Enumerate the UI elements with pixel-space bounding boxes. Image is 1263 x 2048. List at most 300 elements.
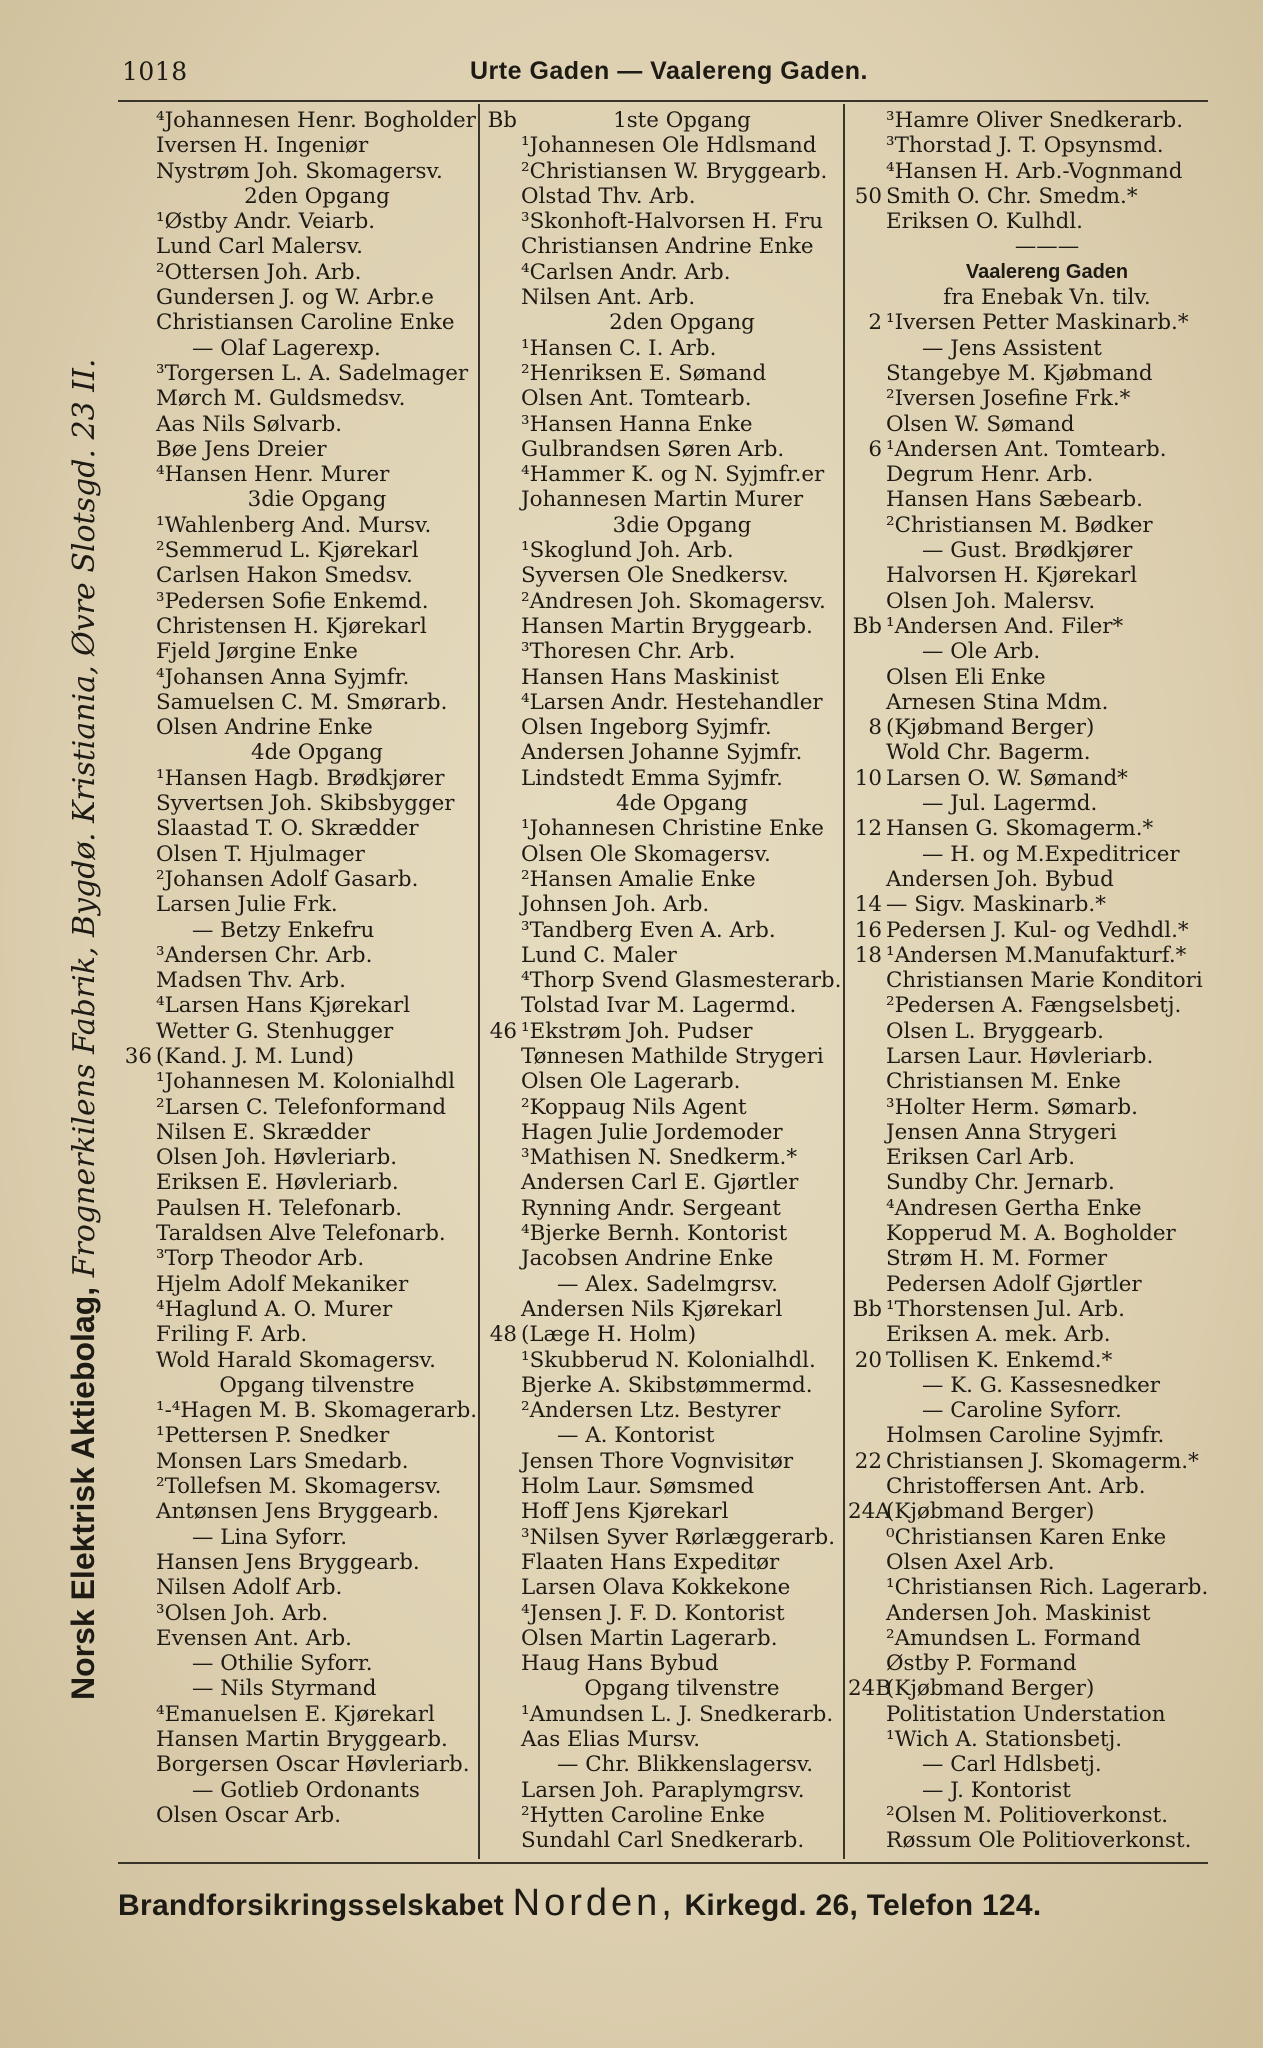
entry-text: ²Christiansen M. Bødker <box>886 512 1153 538</box>
directory-entry <box>118 1348 478 1373</box>
entry-text: Antønsen Jens Bryggearb. <box>156 1499 440 1525</box>
entry-text: Opgang tilvenstre <box>219 1372 415 1398</box>
entry-text: ²Henriksen E. Sømand <box>521 360 767 386</box>
directory-entry <box>848 1752 1208 1777</box>
running-title: Urte Gaden — Vaalereng Gaden. <box>470 57 868 85</box>
entry-text: — Alex. Sadelmgrsv. <box>557 1271 778 1297</box>
entry-text: Rynning Andr. Sergeant <box>521 1195 781 1221</box>
entry-text: ¹Amundsen L. J. Snedkerarb. <box>521 1701 834 1727</box>
directory-entry <box>118 867 478 892</box>
entry-text: Jensen Anna Strygeri <box>886 1119 1117 1145</box>
entry-text: Jensen Thore Vognvisitør <box>521 1448 794 1474</box>
house-number: 46 <box>489 1018 517 1044</box>
directory-entry <box>483 1803 843 1828</box>
entry-text: Aas Nils Sølvarb. <box>156 411 343 437</box>
entry-text: — Nils Styrmand <box>192 1676 377 1702</box>
entry-text: Olsen W. Sømand <box>886 411 1075 437</box>
directory-entry <box>848 1828 1208 1853</box>
directory-entry <box>848 462 1208 487</box>
directory-entry <box>483 639 843 664</box>
entry-text: Tollisen K. Enkemd.* <box>886 1347 1113 1373</box>
directory-entry <box>848 766 1208 791</box>
directory-entry <box>483 336 843 361</box>
directory-entry <box>848 513 1208 538</box>
directory-entry <box>848 1044 1208 1069</box>
page-number: 1018 <box>122 57 188 86</box>
directory-entry <box>118 234 478 259</box>
entry-text: ²Hytten Caroline Enke <box>521 1802 765 1828</box>
column-divider-1 <box>478 104 480 1859</box>
entry-text: ²Iversen Josefine Frk.* <box>886 386 1131 412</box>
entry-text: Friling F. Arb. <box>156 1322 308 1348</box>
entry-text: Holmsen Caroline Syjmfr. <box>886 1423 1165 1449</box>
page-header <box>0 55 1263 95</box>
directory-entry <box>118 1196 478 1221</box>
entry-text: ¹Wich A. Stationsbetj. <box>886 1727 1123 1752</box>
entry-text: Politistation Understation <box>886 1701 1166 1727</box>
directory-entry <box>118 1525 478 1550</box>
house-number: 22 <box>854 1448 882 1474</box>
directory-entry <box>483 108 843 133</box>
entry-text: Wetter G. Stenhugger <box>156 1018 394 1044</box>
directory-entry <box>483 513 843 538</box>
directory-entry <box>848 968 1208 993</box>
directory-entry <box>848 1499 1208 1524</box>
entry-text: ¹-⁴Hagen M. B. Skomagerarb. <box>156 1398 478 1424</box>
entry-text: Andersen Johanne Syjmfr. <box>521 740 803 766</box>
directory-entry <box>848 260 1208 285</box>
directory-entry <box>483 1272 843 1297</box>
directory-entry <box>483 133 843 158</box>
entry-text: ⁴Thorp Svend Glasmesterarb. <box>521 968 842 994</box>
entry-text: Johannesen Martin Murer <box>521 487 804 513</box>
entry-text: Sundahl Carl Snedkerarb. <box>521 1828 805 1854</box>
house-number: Bb <box>487 108 517 133</box>
directory-entry <box>118 1322 478 1347</box>
entry-text: Larsen Olava Kokkekone <box>521 1575 791 1601</box>
entry-text: Haug Hans Bybud <box>521 1651 719 1677</box>
directory-entry <box>848 563 1208 588</box>
entry-text: Carlsen Hakon Smedsv. <box>156 563 413 589</box>
entry-text: ¹Andersen M.Manufakturf.* <box>886 942 1187 968</box>
entry-text: Syversen Ole Snedkersv. <box>521 563 789 589</box>
directory-entry <box>483 1499 843 1524</box>
entry-text: Aas Elias Mursv. <box>521 1727 701 1752</box>
entry-text: — Othilie Syforr. <box>192 1651 373 1677</box>
entry-text: — Sigv. Maskinarb.* <box>886 892 1106 918</box>
entry-text: Hansen Martin Bryggearb. <box>521 613 813 639</box>
directory-entry <box>848 1449 1208 1474</box>
directory-entry <box>848 1525 1208 1550</box>
entry-text: Samuelsen C. M. Smørarb. <box>156 689 448 715</box>
entry-text: ⁴Johansen Anna Syjmfr. <box>156 664 410 690</box>
directory-entry <box>118 1044 478 1069</box>
directory-entry <box>848 1423 1208 1448</box>
entry-text: Hansen G. Skomagerm.* <box>886 816 1154 842</box>
directory-entry <box>483 437 843 462</box>
entry-text: ³Mathisen N. Snedkerm.* <box>521 1145 798 1171</box>
entry-text: ⁴Hansen Henr. Murer <box>156 462 390 488</box>
entry-text: ¹Andersen And. Filer* <box>886 613 1124 639</box>
house-number: Bb <box>852 613 882 639</box>
directory-entry <box>848 1246 1208 1271</box>
directory-entry <box>118 310 478 335</box>
directory-entry <box>848 1398 1208 1423</box>
entry-text: Eriksen E. Høvleriarb. <box>156 1170 399 1196</box>
directory-entry <box>483 715 843 740</box>
directory-entry <box>848 1575 1208 1600</box>
entry-text: Hansen Hans Sæbearb. <box>886 487 1143 513</box>
directory-entry <box>483 1626 843 1651</box>
entry-text: Olsen Eli Enke <box>886 664 1046 690</box>
directory-entry <box>848 234 1208 259</box>
directory-entry <box>118 1803 478 1828</box>
entry-text: ³Torp Theodor Arb. <box>156 1246 365 1272</box>
directory-entry <box>848 614 1208 639</box>
entry-text: ³Hamre Oliver Snedkerarb. <box>886 108 1184 133</box>
directory-entry <box>483 892 843 917</box>
directory-entry <box>118 1095 478 1120</box>
entry-text: ⁴Emanuelsen E. Kjørekarl <box>156 1701 435 1727</box>
directory-entry <box>118 1145 478 1170</box>
entry-text: ³Torgersen L. A. Sadelmager <box>156 360 469 386</box>
directory-entry <box>848 386 1208 411</box>
entry-text: (Læge H. Holm) <box>521 1322 697 1348</box>
house-number: 36 <box>124 1043 152 1069</box>
entry-text: Christiansen M. Enke <box>886 1069 1121 1095</box>
entry-text: Larsen O. W. Sømand* <box>886 765 1128 791</box>
directory-entry <box>848 892 1208 917</box>
directory-entry <box>848 108 1208 133</box>
entry-text: ³Tandberg Even A. Arb. <box>521 917 776 943</box>
entry-text: Gulbrandsen Søren Arb. <box>521 436 785 462</box>
directory-entry <box>848 589 1208 614</box>
entry-text: Arnesen Stina Mdm. <box>886 689 1109 715</box>
directory-entry <box>848 1651 1208 1676</box>
entry-text: Olsen Ingeborg Syjmfr. <box>521 715 772 741</box>
entry-text: ³Olsen Joh. Arb. <box>156 1600 329 1626</box>
directory-entry <box>118 1626 478 1651</box>
directory-entry <box>118 690 478 715</box>
directory-entry <box>483 361 843 386</box>
directory-entry <box>118 1120 478 1145</box>
entry-text: Stangebye M. Kjøbmand <box>886 360 1153 386</box>
entry-text: Johnsen Joh. Arb. <box>521 892 710 918</box>
entry-text: ¹Johannesen Ole Hdlsmand <box>521 133 817 159</box>
directory-entry <box>848 943 1208 968</box>
directory-entry <box>118 1272 478 1297</box>
entry-text: ²Andresen Joh. Skomagersv. <box>521 588 826 614</box>
footer-rule <box>118 1862 1208 1864</box>
entry-text: Christiansen Caroline Enke <box>156 310 455 336</box>
entry-text: Mørch M. Guldsmedsv. <box>156 386 406 412</box>
entry-text: Pedersen Adolf Gjørtler <box>886 1271 1142 1297</box>
entry-text: Syvertsen Joh. Skibsbygger <box>156 791 455 817</box>
directory-entry <box>118 159 478 184</box>
entry-text: Larsen Joh. Paraplymgrsv. <box>521 1777 805 1803</box>
directory-entry <box>483 690 843 715</box>
directory-entry <box>848 690 1208 715</box>
entry-text: fra Enebak Vn. tilv. <box>943 285 1151 311</box>
entry-text: ²Tollefsen M. Skomagersv. <box>156 1474 442 1500</box>
directory-entry <box>848 1221 1208 1246</box>
directory-entry <box>848 715 1208 740</box>
entry-text: Olsen Andrine Enke <box>156 715 373 741</box>
entry-text: ¹Skoglund Joh. Arb. <box>521 538 734 564</box>
entry-text: ¹Wahlenberg And. Mursv. <box>156 512 432 538</box>
directory-entry <box>848 816 1208 841</box>
directory-entry <box>483 791 843 816</box>
directory-entry <box>483 1778 843 1803</box>
house-number: 16 <box>854 917 882 943</box>
house-number: 24A <box>848 1499 891 1525</box>
directory-entry <box>483 1246 843 1271</box>
directory-entry <box>848 1550 1208 1575</box>
entry-text: Hoff Jens Kjørekarl <box>521 1499 729 1525</box>
directory-entry <box>118 563 478 588</box>
directory-entry <box>118 462 478 487</box>
directory-entry <box>848 336 1208 361</box>
directory-entry <box>118 209 478 234</box>
directory-entry <box>848 159 1208 184</box>
directory-entry <box>848 918 1208 943</box>
directory-entry <box>483 412 843 437</box>
entry-text: ⁴Jensen J. F. D. Kontorist <box>521 1600 785 1626</box>
directory-entry <box>848 1145 1208 1170</box>
house-number: 6 <box>868 436 882 462</box>
entry-text: (Kand. J. M. Lund) <box>156 1043 354 1069</box>
directory-entry <box>118 1398 478 1423</box>
directory-entry <box>848 1348 1208 1373</box>
directory-entry <box>483 1449 843 1474</box>
directory-entry <box>118 1221 478 1246</box>
entry-text: — Jul. Lagermd. <box>922 791 1098 817</box>
directory-entry <box>118 791 478 816</box>
entry-text: Opgang tilvenstre <box>584 1676 780 1702</box>
directory-entry <box>118 285 478 310</box>
entry-text: ²Amundsen L. Formand <box>886 1625 1141 1651</box>
directory-entry <box>118 918 478 943</box>
entry-text: Bøe Jens Dreier <box>156 436 327 462</box>
directory-entry <box>483 1423 843 1448</box>
entry-text: — Gust. Brødkjører <box>922 538 1133 564</box>
directory-entry <box>848 665 1208 690</box>
directory-entry <box>118 639 478 664</box>
directory-entry <box>118 386 478 411</box>
entry-text: Nilsen E. Skrædder <box>156 1119 371 1145</box>
house-number: 2 <box>868 310 882 336</box>
entry-text: Olsen Joh. Malersv. <box>886 588 1096 614</box>
entry-text: Wold Harald Skomagersv. <box>156 1347 436 1373</box>
directory-entry <box>483 1170 843 1195</box>
entry-text: Olsen Ant. Tomtearb. <box>521 386 752 412</box>
house-number: 14 <box>854 892 882 918</box>
directory-entry <box>118 816 478 841</box>
directory-entry <box>848 1702 1208 1727</box>
directory-entry <box>483 285 843 310</box>
side-ad-details: Frognerkilens Fabrik, Bygdø. Kristiania, Øvre Slotsgd. 23 II. <box>67 358 102 1278</box>
entry-text: Andersen Joh. Bybud <box>886 866 1114 892</box>
directory-entry <box>848 1626 1208 1651</box>
house-number: 12 <box>854 816 882 842</box>
entry-text: (Kjøbmand Berger) <box>886 1499 1095 1525</box>
directory-entry <box>118 1069 478 1094</box>
directory-entry <box>483 1095 843 1120</box>
directory-entry <box>118 766 478 791</box>
entry-text: Evensen Ant. Arb. <box>156 1625 352 1651</box>
directory-entry <box>483 1550 843 1575</box>
entry-text: Tønnesen Mathilde Strygeri <box>521 1043 824 1069</box>
directory-entry <box>118 538 478 563</box>
entry-text: ³Andersen Chr. Arb. <box>156 942 373 968</box>
directory-entry <box>848 1727 1208 1752</box>
directory-entry <box>118 589 478 614</box>
entry-text: Hansen Hans Maskinist <box>521 664 779 690</box>
directory-entry <box>848 791 1208 816</box>
entry-text: ⁰Christiansen Karen Enke <box>886 1524 1167 1550</box>
directory-entry <box>483 538 843 563</box>
entry-text: ²Ottersen Joh. Arb. <box>156 259 362 285</box>
house-number: 10 <box>854 765 882 791</box>
entry-text: 1ste Opgang <box>613 108 751 133</box>
entry-text: ⁴Larsen Hans Kjørekarl <box>156 993 411 1019</box>
entry-text: ²Larsen C. Telefonformand <box>156 1094 447 1120</box>
entry-text: — Jens Assistent <box>922 335 1102 361</box>
entry-text: Degrum Henr. Arb. <box>886 462 1094 488</box>
entry-text: ⁴Haglund A. O. Murer <box>156 1296 393 1322</box>
entry-text: Olsen L. Bryggearb. <box>886 1018 1104 1044</box>
directory-entry <box>848 639 1208 664</box>
directory-entry <box>483 260 843 285</box>
directory-entry <box>848 867 1208 892</box>
entry-text: ²Andersen Ltz. Bestyrer <box>521 1398 781 1424</box>
directory-column-1 <box>118 108 478 1828</box>
entry-text: Vaalereng Gaden <box>965 260 1129 283</box>
column-divider-2 <box>843 104 845 1859</box>
entry-text: Sundby Chr. Jernarb. <box>886 1170 1115 1196</box>
entry-text: ³Pedersen Sofie Enkemd. <box>156 588 429 614</box>
entry-text: ³Skonhoft-Halvorsen H. Fru <box>521 209 823 235</box>
directory-entry <box>118 487 478 512</box>
house-number: 20 <box>854 1347 882 1373</box>
directory-entry <box>848 842 1208 867</box>
entry-text: Østby P. Formand <box>886 1651 1077 1677</box>
header-rule <box>118 100 1208 102</box>
directory-entry <box>483 1297 843 1322</box>
entry-text: — Lina Syforr. <box>192 1524 347 1550</box>
directory-entry <box>118 1752 478 1777</box>
entry-text: ⁴Hammer K. og N. Syjmfr.er <box>521 462 825 488</box>
entry-text: Wold Chr. Bagerm. <box>886 740 1091 766</box>
entry-text: ¹Ekstrøm Joh. Pudser <box>521 1018 753 1044</box>
entry-text: ¹Pettersen P. Snedker <box>156 1423 390 1449</box>
directory-entry <box>483 1575 843 1600</box>
entry-text: ¹Andersen Ant. Tomtearb. <box>886 436 1167 462</box>
directory-entry <box>483 589 843 614</box>
entry-text: — Olaf Lagerexp. <box>192 335 381 361</box>
footer-company: Brandforsikringsselskabet <box>118 1889 504 1922</box>
directory-entry <box>483 1651 843 1676</box>
directory-entry <box>483 1828 843 1853</box>
entry-text: Fjeld Jørgine Enke <box>156 639 358 665</box>
directory-entry <box>483 1727 843 1752</box>
directory-entry <box>848 1120 1208 1145</box>
directory-entry <box>848 487 1208 512</box>
entry-text: Christoffersen Ant. Arb. <box>886 1474 1146 1500</box>
entry-text: 3die Opgang <box>612 512 752 538</box>
directory-entry <box>483 234 843 259</box>
directory-entry <box>848 1297 1208 1322</box>
directory-entry <box>118 1601 478 1626</box>
side-ad-company: Norsk Elektrisk Aktiebolag, <box>65 1286 101 1700</box>
entry-text: Slaastad T. O. Skrædder <box>156 816 419 842</box>
directory-entry <box>118 361 478 386</box>
directory-entry <box>118 1550 478 1575</box>
directory-entry <box>483 310 843 335</box>
entry-text: (Kjøbmand Berger) <box>886 1676 1095 1702</box>
footer-address: Kirkegd. 26, Telefon 124. <box>684 1889 1042 1922</box>
entry-text: ²Christiansen W. Bryggearb. <box>521 158 828 184</box>
directory-entry <box>848 993 1208 1018</box>
directory-entry <box>118 1727 478 1752</box>
entry-text: ²Semmerud L. Kjørekarl <box>156 538 419 564</box>
entry-text: Eriksen O. Kulhdl. <box>886 209 1083 235</box>
entry-text: Lund Carl Malersv. <box>156 234 363 260</box>
directory-entry <box>848 1676 1208 1701</box>
entry-text: ⁴Larsen Andr. Hestehandler <box>521 689 823 715</box>
entry-text: (Kjøbmand Berger) <box>886 715 1095 741</box>
directory-entry <box>118 842 478 867</box>
house-number: 50 <box>854 183 882 209</box>
directory-entry <box>118 437 478 462</box>
directory-entry <box>118 1499 478 1524</box>
entry-text: Olsen T. Hjulmager <box>156 841 365 867</box>
directory-entry <box>118 715 478 740</box>
directory-entry <box>483 487 843 512</box>
entry-text: Hansen Martin Bryggearb. <box>156 1727 448 1752</box>
entry-text: Taraldsen Alve Telefonarb. <box>156 1221 446 1247</box>
directory-entry <box>483 1044 843 1069</box>
directory-entry <box>118 1019 478 1044</box>
directory-entry <box>118 1474 478 1499</box>
entry-text: ¹Johannesen Christine Enke <box>521 816 824 842</box>
entry-text: Eriksen A. mek. Arb. <box>886 1322 1111 1348</box>
directory-entry <box>118 108 478 133</box>
directory-entry <box>848 1272 1208 1297</box>
house-number: 8 <box>868 715 882 741</box>
entry-text: Nilsen Ant. Arb. <box>521 285 696 311</box>
directory-entry <box>483 968 843 993</box>
entry-text: Paulsen H. Telefonarb. <box>156 1195 403 1221</box>
directory-entry <box>848 1095 1208 1120</box>
directory-entry <box>483 462 843 487</box>
directory-entry <box>848 361 1208 386</box>
directory-entry <box>848 1069 1208 1094</box>
directory-entry <box>483 1676 843 1701</box>
entry-text: Kopperud M. A. Bogholder <box>886 1221 1176 1247</box>
directory-entry <box>118 993 478 1018</box>
entry-text: Andersen Nils Kjørekarl <box>521 1296 783 1322</box>
directory-entry <box>848 740 1208 765</box>
directory-entry <box>483 943 843 968</box>
entry-text: ⁴Bjerke Bernh. Kontorist <box>521 1221 788 1247</box>
directory-entry <box>118 614 478 639</box>
entry-text: Gundersen J. og W. Arbr.e <box>156 285 434 311</box>
entry-text: Lindstedt Emma Syjmfr. <box>521 765 783 791</box>
footer-advertisement <box>118 1882 1208 1925</box>
directory-entry <box>483 1702 843 1727</box>
directory-entry <box>848 1803 1208 1828</box>
